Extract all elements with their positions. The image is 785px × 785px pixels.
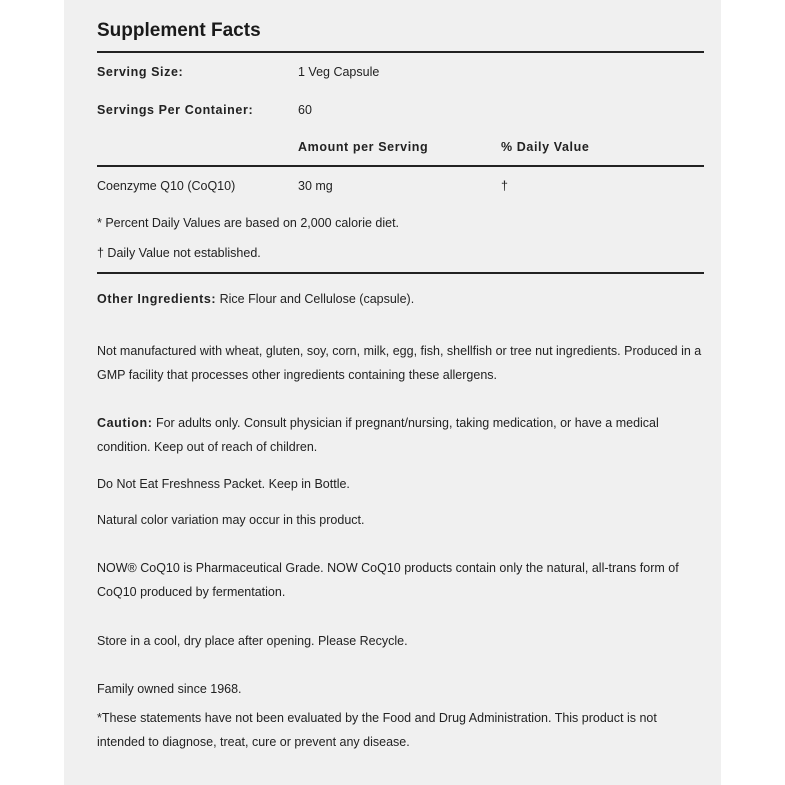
serving-size-label: Serving Size: — [97, 65, 184, 79]
freshness-packet-note: Do Not Eat Freshness Packet. Keep in Bottle. — [97, 477, 350, 491]
other-ingredients-text: Rice Flour and Cellulose (capsule). — [216, 292, 415, 306]
nutrient-name: Coenzyme Q10 (CoQ10) — [97, 179, 236, 193]
percent-dv-footnote: * Percent Daily Values are based on 2,000 calorie diet. — [97, 216, 400, 230]
fda-disclaimer: *These statements have not been evaluated by the Food and Drug Administration. This product is not intended to diagnose, treat, cure or prevent any disease. — [97, 711, 657, 749]
other-ingredients-label: Other Ingredients: — [97, 292, 217, 306]
family-owned-note: Family owned since 1968. — [97, 682, 242, 696]
allergen-statement: Not manufactured with wheat, gluten, soy, corn, milk, egg, fish, shellfish or tree nut ingredients. Produced in a GMP facility that processes other ingredients containing these allergens. — [97, 344, 702, 382]
facts-bottom-divider — [97, 272, 704, 274]
title-divider — [97, 51, 704, 53]
other-ingredients — [97, 292, 704, 306]
servings-per-container-value: 60 — [298, 103, 312, 117]
servings-per-container-label: Servings Per Container: — [97, 103, 254, 117]
nutrient-amount: 30 mg — [298, 179, 333, 193]
storage-instructions: Store in a cool, dry place after opening. Please Recycle. — [97, 634, 408, 648]
color-variation-note: Natural color variation may occur in this product. — [97, 513, 365, 527]
amount-per-serving-header: Amount per Serving — [298, 140, 429, 154]
nutrient-daily-value: † — [501, 179, 508, 193]
table-header-divider — [97, 165, 704, 167]
caution-text: For adults only. Consult physician if pregnant/nursing, taking medication, or have a medical condition. Keep out of reach of children. — [97, 416, 659, 454]
caution-label: Caution: — [97, 416, 153, 430]
page-title: Supplement Facts — [97, 20, 261, 41]
grade-statement: NOW® CoQ10 is Pharmaceutical Grade. NOW CoQ10 products contain only the natural, all-trans form of CoQ10 produced by fermentation. — [97, 561, 679, 599]
supplement-facts-panel — [64, 0, 721, 785]
serving-size-value: 1 Veg Capsule — [298, 65, 380, 79]
daily-value-header: % Daily Value — [501, 140, 590, 154]
caution-statement — [97, 411, 704, 459]
dagger-footnote: † Daily Value not established. — [97, 246, 261, 260]
